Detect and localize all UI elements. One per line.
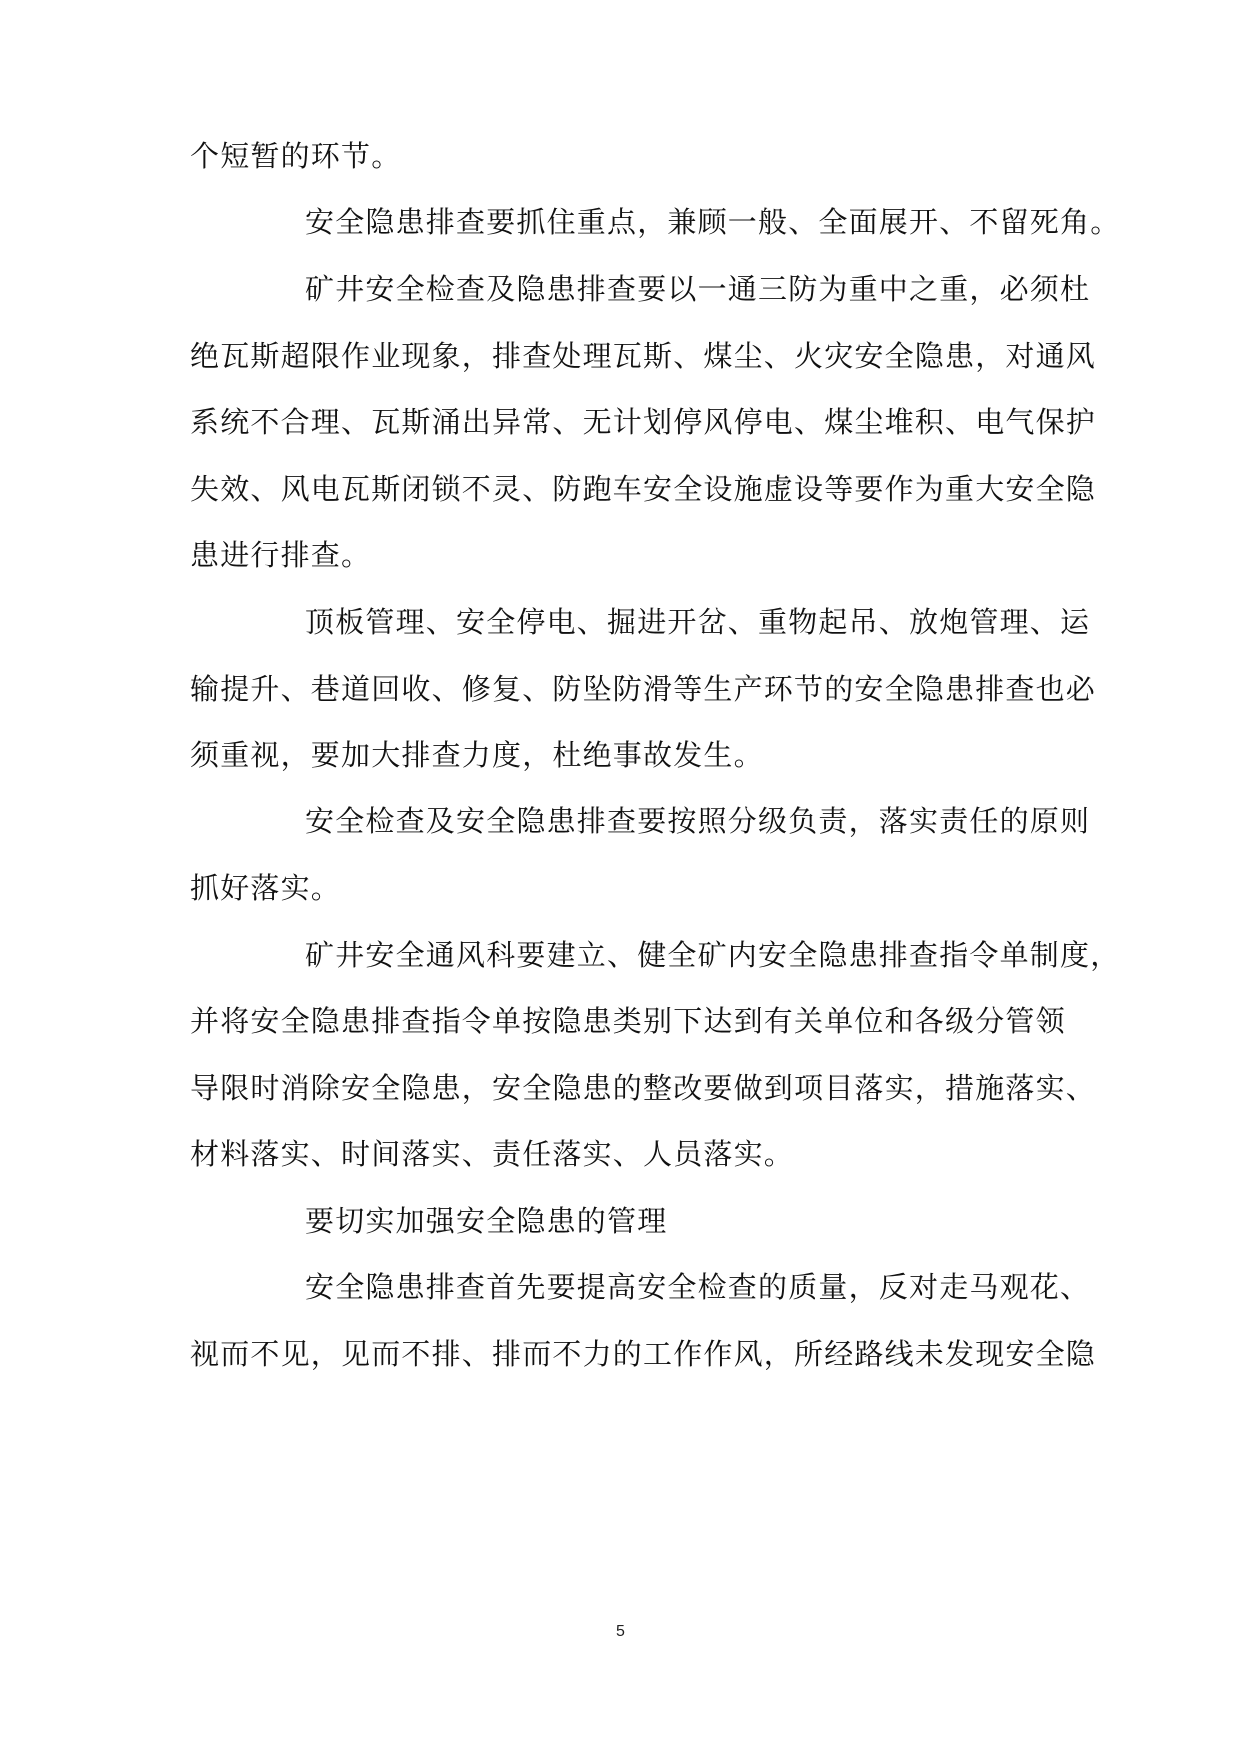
text-line: 患进行排查。: [190, 538, 372, 572]
text-line: 安全隐患排查首先要提高安全检查的质量，反对走马观花、: [305, 1270, 1091, 1304]
text-line: 系统不合理、瓦斯涌出异常、无计划停风停电、煤尘堆积、电气保护: [190, 405, 1097, 439]
text-line: 失效、风电瓦斯闭锁不灵、防跑车安全设施虚设等要作为重大安全隐: [190, 472, 1097, 506]
text-line: 安全隐患排查要抓住重点，兼顾一般、全面展开、不留死角。: [305, 205, 1121, 239]
text-line: 顶板管理、安全停电、掘进开岔、重物起吊、放炮管理、运: [305, 605, 1091, 639]
text-line: 抓好落实。: [190, 871, 342, 905]
text-line: 导限时消除安全隐患，安全隐患的整改要做到项目落实，措施落实、: [190, 1071, 1097, 1105]
text-line: 个短暂的环节。: [190, 139, 402, 173]
page-number: 5: [616, 1623, 625, 1640]
text-line: 矿井安全通风科要建立、健全矿内安全隐患排查指令单制度，: [305, 938, 1121, 972]
text-line: 须重视，要加大排查力度，杜绝事故发生。: [190, 738, 764, 772]
text-line: 并将安全隐患排查指令单按隐患类别下达到有关单位和各级分管领: [190, 1004, 1066, 1038]
text-line: 材料落实、时间落实、责任落实、人员落实。: [190, 1137, 795, 1171]
text-line: 矿井安全检查及隐患排查要以一通三防为重中之重，必须杜: [305, 272, 1091, 306]
text-line: 绝瓦斯超限作业现象，排查处理瓦斯、煤尘、火灾安全隐患，对通风: [190, 339, 1097, 373]
text-line: 要切实加强安全隐患的管理: [305, 1204, 668, 1238]
text-line: 输提升、巷道回收、修复、防坠防滑等生产环节的安全隐患排查也必: [190, 672, 1097, 706]
text-line: 安全检查及安全隐患排查要按照分级负责，落实责任的原则: [305, 804, 1091, 838]
text-line: 视而不见，见而不排、排而不力的工作作风，所经路线未发现安全隐: [190, 1337, 1097, 1371]
